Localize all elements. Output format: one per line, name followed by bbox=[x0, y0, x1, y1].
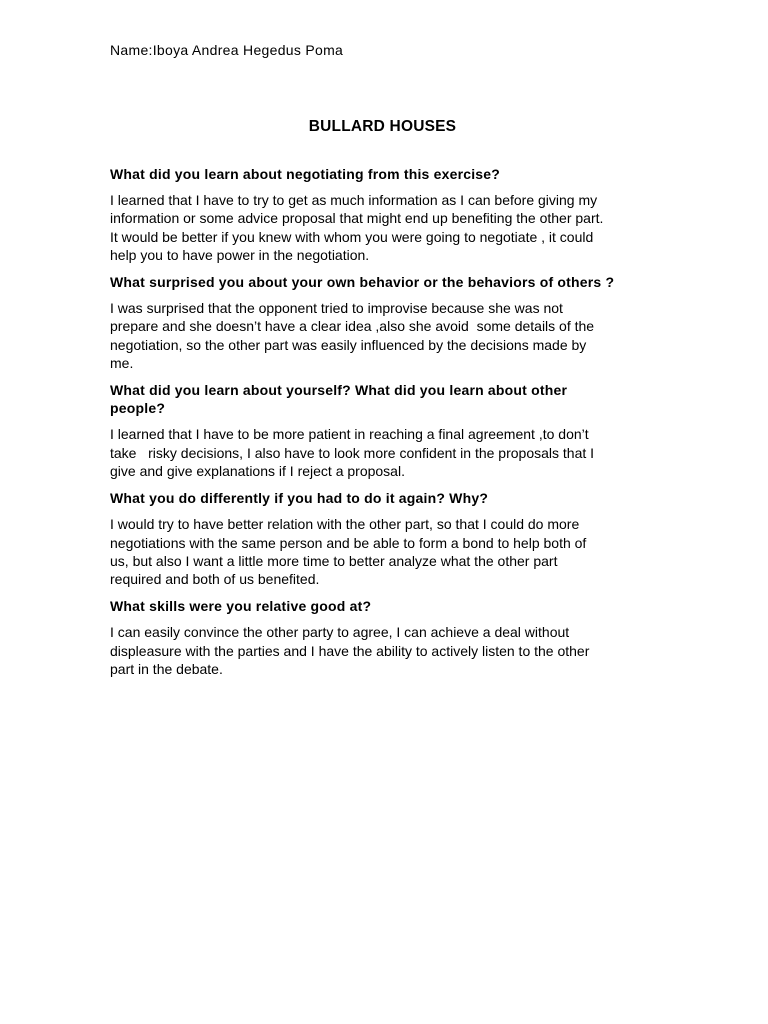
answer-5 bbox=[110, 623, 655, 678]
answer-line: give and give explanations if I reject a proposal. bbox=[110, 462, 405, 479]
answer-line: I would try to have better relation with the other part, so that I could do more bbox=[110, 516, 580, 533]
answer-line: displeasure with the parties and I have the ability to actively listen to the other bbox=[110, 642, 590, 659]
answer-2 bbox=[110, 299, 655, 372]
document-content bbox=[110, 40, 655, 678]
question-5: What skills were you relative good at? bbox=[110, 598, 372, 615]
answer-1 bbox=[110, 191, 655, 264]
section-skills bbox=[110, 597, 655, 678]
answer-line: required and both of us benefited. bbox=[110, 571, 320, 588]
section-differently bbox=[110, 489, 655, 588]
section-surprised bbox=[110, 273, 655, 372]
answer-line: prepare and she doesn’t have a clear idea ,also she avoid some details of the bbox=[110, 318, 595, 335]
section-yourself bbox=[110, 381, 655, 480]
question-line: What did you learn about yourself? What did you learn about other bbox=[110, 382, 568, 399]
answer-line: I learned that I have to be more patient in reaching a final agreement ,to don’t bbox=[110, 426, 589, 443]
question-3 bbox=[110, 381, 655, 417]
section-negotiating bbox=[110, 165, 655, 264]
answer-4 bbox=[110, 515, 655, 588]
answer-line: I learned that I have to try to get as much information as I can before giving my bbox=[110, 192, 598, 208]
answer-line: negotiations with the same person and be able to form a bond to help both of bbox=[110, 534, 587, 551]
answer-3 bbox=[110, 425, 655, 480]
question-1: What did you learn about negotiating from this exercise? bbox=[110, 166, 501, 182]
answer-line: help you to have power in the negotiation. bbox=[110, 246, 370, 263]
answer-line: negotiation, so the other part was easily influenced by the decisions made by bbox=[110, 336, 587, 353]
answer-line: It would be better if you knew with whom you were going to negotiate , it could bbox=[110, 228, 594, 245]
question-2: What surprised you about your own behavior or the behaviors of others ? bbox=[110, 274, 615, 291]
answer-line: take risky decisions, I also have to look more confident in the proposals that I bbox=[110, 444, 595, 461]
answer-line: I can easily convince the other party to agree, I can achieve a deal without bbox=[110, 624, 570, 641]
answer-line: I was surprised that the opponent tried to improvise because she was not bbox=[110, 300, 563, 317]
answer-line: part in the debate. bbox=[110, 661, 223, 678]
question-4: What you do differently if you had to do it again? Why? bbox=[110, 490, 489, 507]
answer-line: information or some advice proposal that might end up benefiting the other part. bbox=[110, 210, 604, 227]
author-name-line: Name:Iboya Andrea Hegedus Poma bbox=[110, 42, 344, 58]
answer-line: me. bbox=[110, 355, 134, 372]
question-line: people? bbox=[110, 400, 166, 417]
document-title: BULLARD HOUSES bbox=[308, 118, 457, 135]
answer-line: us, but also I want a little more time to better analyze what the other part bbox=[110, 552, 558, 569]
